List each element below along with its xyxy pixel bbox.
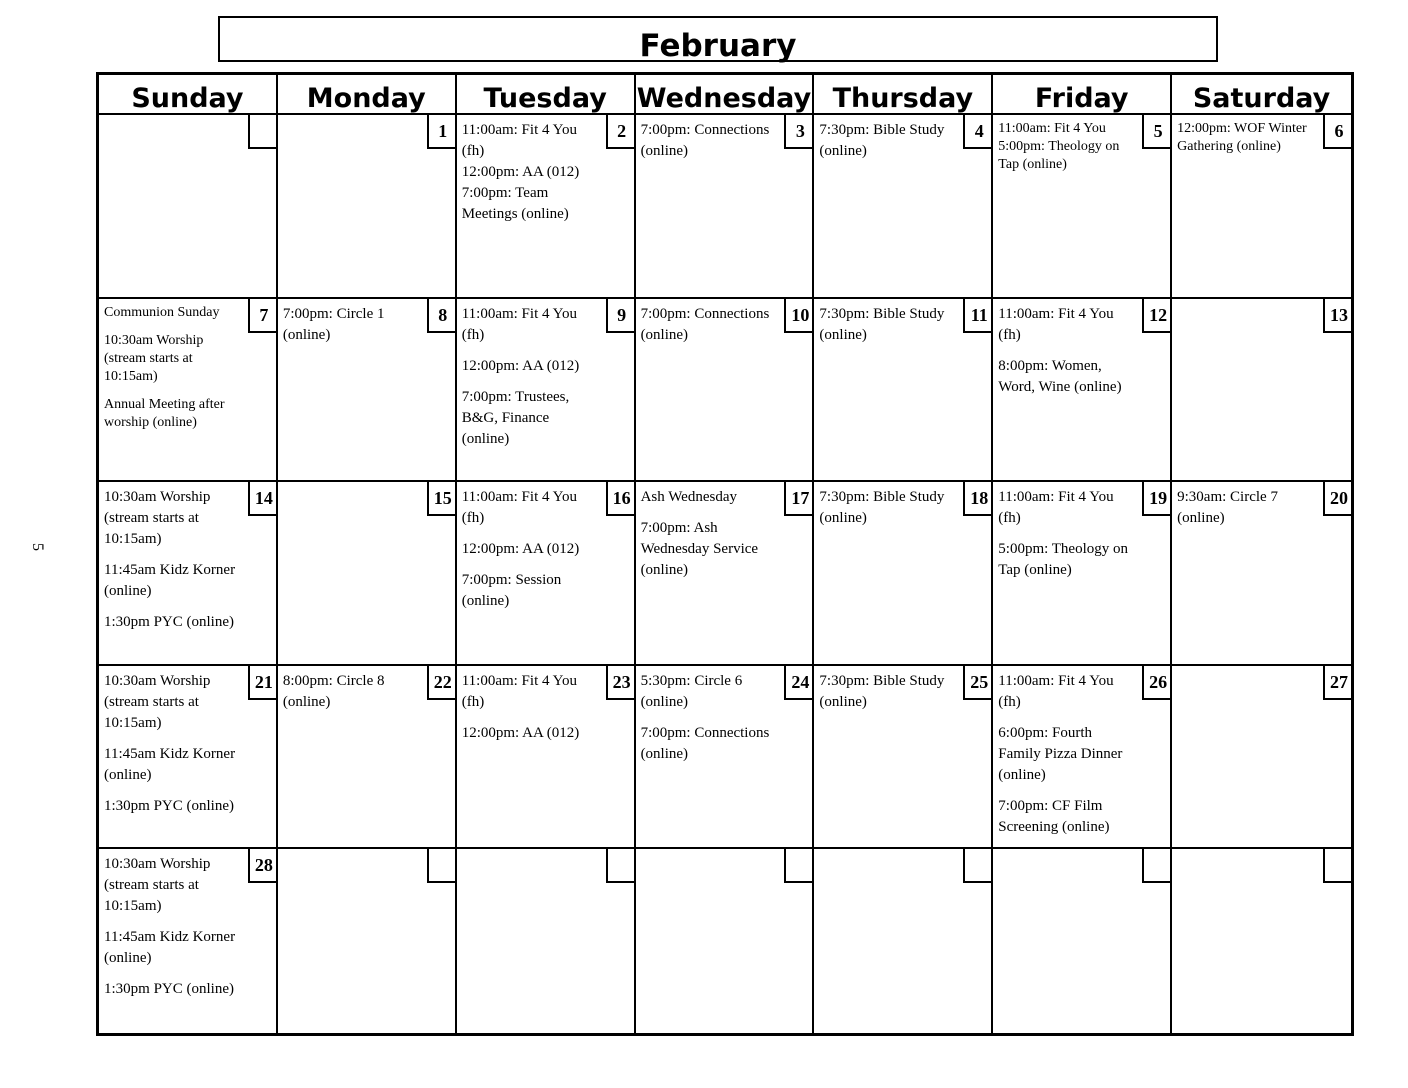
day-header-saturday: Saturday — [1172, 75, 1351, 115]
day-events — [641, 120, 777, 162]
calendar-day-cell — [457, 482, 636, 666]
date-number: 26 — [1142, 666, 1172, 700]
calendar-event: 1:30pm PYC (online) — [104, 614, 234, 631]
calendar-event: 10:30am Worship (stream starts at 10:15am) — [104, 489, 211, 548]
date-number: 5 — [1142, 115, 1172, 149]
calendar-event: 10:30am Worship (stream starts at 10:15am) — [104, 332, 204, 384]
calendar-day-cell — [457, 849, 636, 1033]
calendar-event: 12:00pm: AA (012) — [461, 357, 580, 374]
calendar-day-cell — [1172, 115, 1351, 299]
date-number — [606, 849, 636, 883]
date-number — [1142, 849, 1172, 883]
calendar-day-cell — [1172, 482, 1351, 666]
date-number: 23 — [606, 666, 636, 700]
calendar-event: 10:30am Worship (stream starts at 10:15am) — [104, 856, 211, 915]
date-number: 16 — [606, 482, 636, 516]
date-number — [963, 849, 993, 883]
date-number: 7 — [248, 299, 278, 333]
date-number — [784, 849, 814, 883]
calendar-day-cell — [99, 482, 278, 666]
calendar-day-cell — [636, 299, 815, 483]
calendar-day-cell — [99, 115, 278, 299]
calendar-day-cell — [1172, 849, 1351, 1033]
day-events — [283, 304, 419, 356]
date-number: 19 — [1142, 482, 1172, 516]
calendar-event: 7:00pm: Connections (online) — [640, 305, 770, 343]
date-number: 20 — [1323, 482, 1351, 516]
day-events — [1177, 120, 1315, 156]
calendar-day-cell — [1172, 666, 1351, 850]
calendar-day-cell — [457, 666, 636, 850]
calendar-grid — [96, 72, 1354, 1036]
date-number: 28 — [248, 849, 278, 883]
calendar-day-cell — [814, 115, 993, 299]
date-number: 13 — [1323, 299, 1351, 333]
calendar-event: Ash Wednesday — [640, 489, 737, 506]
calendar-event: 7:30pm: Bible Study (online) — [819, 672, 945, 710]
day-events — [1177, 487, 1315, 539]
calendar-day-cell — [457, 299, 636, 483]
calendar-day-cell — [814, 666, 993, 850]
calendar-day-cell — [457, 115, 636, 299]
calendar-event: 11:00am: Fit 4 You (fh) — [461, 305, 578, 343]
calendar-event: 12:00pm: AA (012) — [461, 724, 580, 741]
day-events — [819, 120, 955, 162]
calendar-day-cell — [278, 299, 457, 483]
date-number: 14 — [248, 482, 278, 516]
day-events — [462, 304, 598, 460]
calendar-day-cell — [814, 482, 993, 666]
calendar-day-cell — [278, 115, 457, 299]
calendar-day-cell — [1172, 299, 1351, 483]
day-events — [462, 671, 598, 754]
calendar-event: 8:00pm: Women, Word, Wine (online) — [998, 357, 1122, 395]
month-title-box — [218, 16, 1218, 62]
calendar-event: 1:30pm PYC (online) — [104, 981, 234, 998]
calendar-event: 7:00pm: Session (online) — [461, 572, 562, 610]
calendar-day-cell — [814, 849, 993, 1033]
day-events — [104, 854, 240, 1010]
date-number: 8 — [427, 299, 457, 333]
date-number: 11 — [963, 299, 993, 333]
date-number: 21 — [248, 666, 278, 700]
day-events — [462, 487, 598, 622]
calendar-event: 5:00pm: Theology on Tap (online) — [998, 139, 1120, 172]
day-events — [998, 304, 1134, 408]
calendar-event: 11:00am: Fit 4 You (fh) — [461, 122, 578, 159]
calendar-event: Communion Sunday — [104, 304, 220, 320]
date-number — [248, 115, 278, 149]
calendar-event: 1:30pm PYC (online) — [104, 797, 234, 814]
date-number: 12 — [1142, 299, 1172, 333]
calendar-event: 10:30am Worship (stream starts at 10:15am) — [104, 672, 211, 731]
date-number: 6 — [1323, 115, 1351, 149]
calendar-event: 7:30pm: Bible Study (online) — [819, 122, 945, 159]
calendar-event: 7:00pm: Trustees, B&G, Finance (online) — [461, 388, 570, 447]
calendar-event: 11:00am: Fit 4 You — [998, 121, 1106, 136]
date-number: 24 — [784, 666, 814, 700]
calendar-event: 11:00am: Fit 4 You (fh) — [998, 489, 1114, 527]
day-header-sunday: Sunday — [99, 75, 278, 115]
date-number — [427, 849, 457, 883]
calendar-event: 11:45am Kidz Korner (online) — [104, 562, 236, 600]
calendar-event: 11:00am: Fit 4 You (fh) — [461, 672, 578, 710]
day-header-monday: Monday — [278, 75, 457, 115]
day-events — [462, 120, 598, 225]
calendar-day-cell — [814, 299, 993, 483]
date-number: 25 — [963, 666, 993, 700]
day-events — [819, 671, 955, 723]
date-number: 9 — [606, 299, 636, 333]
calendar-event: 11:45am Kidz Korner (online) — [104, 929, 236, 967]
date-number: 10 — [784, 299, 814, 333]
calendar-day-cell — [99, 666, 278, 850]
calendar-day-cell — [99, 299, 278, 483]
date-number: 18 — [963, 482, 993, 516]
calendar-day-cell — [278, 482, 457, 666]
calendar-event: 7:00pm: Ash Wednesday Service (online) — [640, 520, 759, 579]
calendar-event: 9:30am: Circle 7 (online) — [1177, 489, 1278, 527]
day-events — [283, 671, 419, 723]
calendar-day-cell — [636, 482, 815, 666]
calendar-event: 11:00am: Fit 4 You (fh) — [461, 489, 578, 527]
day-events — [998, 671, 1134, 848]
calendar-event: 5:30pm: Circle 6 (online) — [640, 672, 743, 710]
calendar-event: 8:00pm: Circle 8 (online) — [282, 672, 385, 710]
day-events — [819, 487, 955, 539]
calendar-event: 12:00pm: WOF Winter Gathering (online) — [1177, 121, 1307, 154]
calendar-day-cell — [993, 666, 1172, 850]
day-events — [104, 671, 240, 827]
calendar-day-cell — [993, 115, 1172, 299]
date-number: 4 — [963, 115, 993, 149]
calendar-event: 7:00pm: CF Film Screening (online) — [998, 797, 1110, 835]
day-events — [819, 304, 955, 356]
day-header-wednesday: Wednesday — [636, 75, 815, 115]
calendar-day-cell — [278, 666, 457, 850]
calendar-day-cell — [99, 849, 278, 1033]
date-number: 27 — [1323, 666, 1351, 700]
day-events — [998, 120, 1134, 174]
calendar-event: 11:00am: Fit 4 You (fh) — [998, 305, 1114, 343]
day-header-tuesday: Tuesday — [457, 75, 636, 115]
day-header-thursday: Thursday — [814, 75, 993, 115]
calendar-event: 7:00pm: Connections (online) — [640, 724, 770, 762]
calendar-event: Annual Meeting after worship (online) — [104, 396, 225, 430]
calendar-day-cell — [993, 849, 1172, 1033]
date-number: 15 — [427, 482, 457, 516]
calendar-event: 7:00pm: Connections (online) — [640, 122, 770, 159]
calendar-event: 6:00pm: Fourth Family Pizza Dinner (online) — [998, 724, 1123, 783]
date-number — [1323, 849, 1351, 883]
calendar-day-cell — [636, 115, 815, 299]
day-events — [641, 304, 777, 356]
page-number: 5 — [29, 543, 46, 551]
calendar-day-cell — [993, 482, 1172, 666]
calendar-event: 12:00pm: AA (012) — [461, 164, 580, 180]
date-number: 3 — [784, 115, 814, 149]
day-events — [998, 487, 1134, 591]
calendar-event: 12:00pm: AA (012) — [461, 541, 580, 558]
calendar-day-cell — [636, 666, 815, 850]
calendar-event: 7:30pm: Bible Study (online) — [819, 489, 945, 527]
date-number: 1 — [427, 115, 457, 149]
day-header-friday: Friday — [993, 75, 1172, 115]
date-number: 2 — [606, 115, 636, 149]
date-number: 22 — [427, 666, 457, 700]
day-events — [104, 487, 240, 643]
calendar-day-cell — [636, 849, 815, 1033]
month-title: February — [639, 28, 797, 64]
day-events — [641, 671, 777, 775]
date-number: 17 — [784, 482, 814, 516]
calendar-event: 7:00pm: Team Meetings (online) — [461, 185, 569, 222]
calendar-event: 7:00pm: Circle 1 (online) — [282, 305, 385, 343]
calendar-event: 11:45am Kidz Korner (online) — [104, 745, 236, 783]
calendar-day-cell — [278, 849, 457, 1033]
day-events — [641, 487, 777, 591]
calendar-event: 5:00pm: Theology on Tap (online) — [998, 541, 1129, 579]
calendar-event: 7:30pm: Bible Study (online) — [819, 305, 945, 343]
day-events — [104, 304, 240, 442]
calendar-day-cell — [993, 299, 1172, 483]
calendar-event: 11:00am: Fit 4 You (fh) — [998, 672, 1114, 710]
